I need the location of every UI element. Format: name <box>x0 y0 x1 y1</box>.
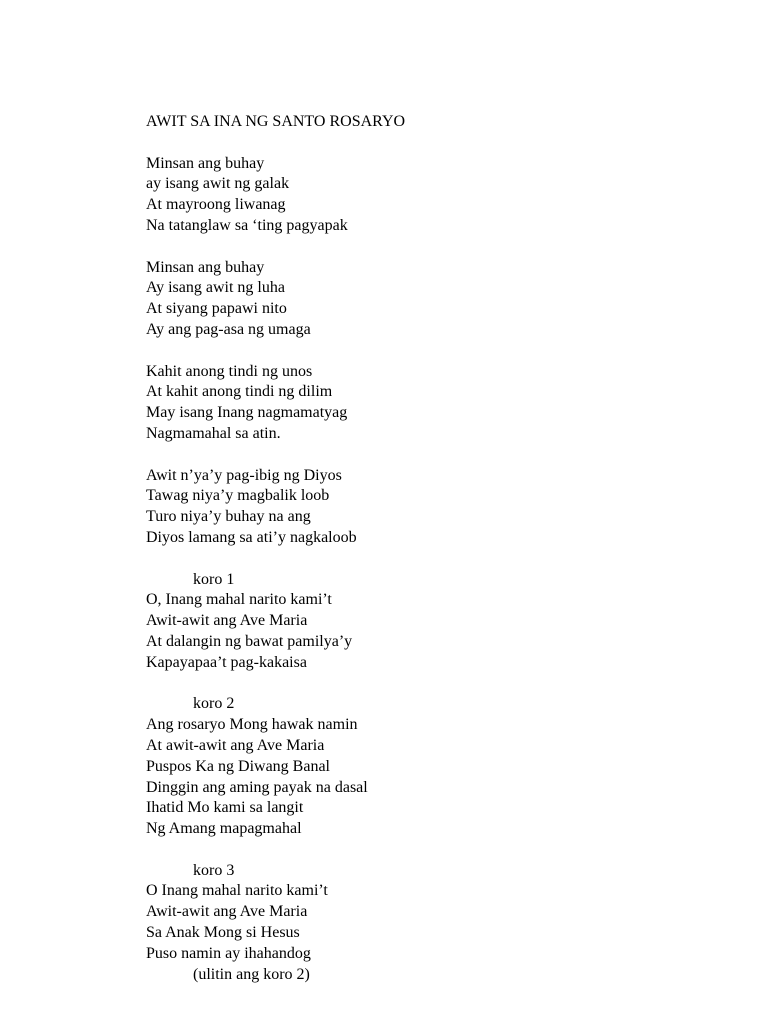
chorus-heading: koro 1 <box>193 570 235 588</box>
chorus-1 <box>146 570 706 674</box>
lyric-line: May isang Inang nagmamatyag <box>146 404 348 422</box>
lyric-line: Awit-awit ang Ave Maria <box>146 612 308 630</box>
lyric-line: Kahit anong tindi ng unos <box>146 362 313 380</box>
lyric-line: Awit-awit ang Ave Maria <box>146 903 308 921</box>
lyric-line: Minsan ang buhay <box>146 258 265 276</box>
lyric-line: Turo niya’y buhay na ang <box>146 508 311 526</box>
chorus-heading: koro 3 <box>193 861 235 879</box>
lyric-line: Ay ang pag-asa ng umaga <box>146 320 311 338</box>
stanza-1 <box>146 154 706 237</box>
stanza-3 <box>146 362 706 445</box>
lyric-line: At dalangin ng bawat pamilya’y <box>146 632 353 650</box>
lyric-line: Kapayapaa’t pag-kakaisa <box>146 653 307 671</box>
lyric-line: At mayroong liwanag <box>146 196 286 214</box>
song-title: AWIT SA INA NG SANTO ROSARYO <box>146 113 406 130</box>
lyric-line: Puso namin ay ihahandog <box>146 944 311 962</box>
lyric-line: Puspos Ka ng Diwang Banal <box>146 757 330 775</box>
stanza-4 <box>146 466 706 549</box>
chorus-3 <box>146 861 706 986</box>
lyric-line: Nagmamahal sa atin. <box>146 424 281 442</box>
lyric-line: Ay isang awit ng luha <box>146 279 285 297</box>
lyric-line: Dinggin ang aming payak na dasal <box>146 778 368 796</box>
lyric-line: Diyos lamang sa ati’y nagkaloob <box>146 528 357 546</box>
repeat-note: (ulitin ang koro 2) <box>193 965 310 983</box>
lyric-line: Tawag niya’y magbalik loob <box>146 487 330 505</box>
stanza-2 <box>146 258 706 341</box>
song-lyrics <box>146 112 706 985</box>
lyric-line: Awit n’ya’y pag-ibig ng Diyos <box>146 466 342 484</box>
lyric-line: ay isang awit ng galak <box>146 175 290 193</box>
lyric-line: At siyang papawi nito <box>146 300 287 318</box>
lyric-line: Ihatid Mo kami sa langit <box>146 799 304 817</box>
lyric-line: Minsan ang buhay <box>146 154 265 172</box>
lyric-line: Sa Anak Mong si Hesus <box>146 924 300 942</box>
lyric-line: Na tatanglaw sa ‘ting pagyapak <box>146 216 348 234</box>
lyric-line: Ng Amang mapagmahal <box>146 820 302 838</box>
lyric-line: At kahit anong tindi ng dilim <box>146 383 333 401</box>
lyric-line: Ang rosaryo Mong hawak namin <box>146 716 358 734</box>
lyric-line: At awit-awit ang Ave Maria <box>146 736 325 754</box>
chorus-2 <box>146 694 706 840</box>
chorus-heading: koro 2 <box>193 695 235 713</box>
lyric-line: O Inang mahal narito kami’t <box>146 882 328 900</box>
lyric-line: O, Inang mahal narito kami’t <box>146 591 332 609</box>
